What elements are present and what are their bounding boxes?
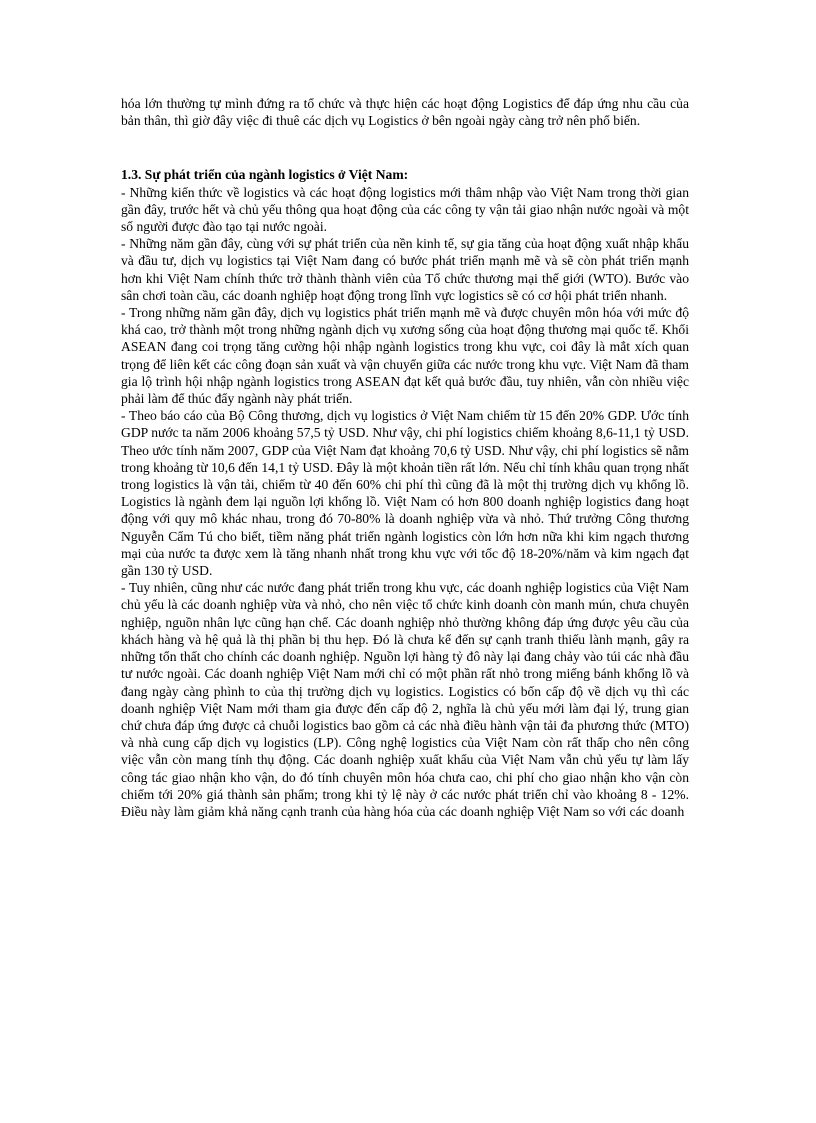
section-spacer bbox=[121, 129, 689, 166]
page-content bbox=[121, 95, 689, 820]
intro-paragraph: hóa lớn thường tự mình đứng ra tổ chức và thực hiện các hoạt động Logistics để đáp ứng nhu cầu của bản thân, thì giờ đây việc đi thuê các dịch vụ Logistics ở bên ngoài ngày càng trở nên phổ biến. bbox=[121, 96, 689, 129]
body-paragraph: - Tuy nhiên, cũng như các nước đang phát triển trong khu vực, các doanh nghiệp logistics của Việt Nam chủ yếu là các doanh nghiệp vừa và nhỏ, cho nên việc tổ chức kinh doanh còn manh mún, chưa chuyên nghiệp, nguồn nhân lực cũng hạn chế. Các doanh nghiệp nhỏ thường không đáp ứng được yêu cầu của khách hàng và hệ quả là thị phần bị thu hẹp. Đó là chưa kể đến sự cạnh tranh thiếu lành mạnh, gây ra những tổn thất cho chính các doanh nghiệp. Nguồn lợi hàng tỷ đô này lại đang chảy vào túi các nhà đầu tư nước ngoài. Các doanh nghiệp Việt Nam mới chỉ có một phần rất nhỏ trong miếng bánh khổng lồ và đang ngày càng phình to của thị trường dịch vụ logistics. Logistics có bốn cấp độ về dịch vụ thì các doanh nghiệp Việt Nam mới tham gia được đến cấp độ 2, nghĩa là chủ yếu mới làm đại lý, trung gian chứ chưa đáp ứng được cả chuỗi logistics bao gồm cả các nhà điều hành vận tải đa phương thức (MTO) và nhà cung cấp dịch vụ logistics (LP). Công nghệ logistics của Việt Nam còn rất thấp cho nên công việc vẫn còn mang tính thụ động. Các doanh nghiệp xuất khẩu của Việt Nam vẫn chủ yếu tự làm lấy công tác giao nhận kho vận, do đó tính chuyên môn hóa chưa cao, chi phí cho giao nhận kho vận còn chiếm tới 20% giá thành sản phẩm; trong khi tỷ lệ này ở các nước phát triển chỉ vào khoảng 8 - 12%. Điều này làm giảm khả năng cạnh tranh của hàng hóa của các doanh nghiệp Việt Nam so với các doanh bbox=[121, 580, 689, 819]
body-paragraph: - Những kiến thức về logistics và các hoạt động logistics mới thâm nhập vào Việt Nam trong thời gian gần đây, trước hết và chủ yếu thông qua hoạt động của các công ty vận tải giao nhận nước ngoài và một số người được đào tạo tại nước ngoài. bbox=[121, 184, 689, 235]
body-paragraph: - Những năm gần đây, cùng với sự phát triển của nền kinh tế, sự gia tăng của hoạt động xuất nhập khẩu và đầu tư, dịch vụ logistics tại Việt Nam đang có bước phát triển mạnh mẽ và sẽ còn phát triển mạnh hơn khi Việt Nam chính thức trở thành thành viên của Tổ chức thương mại thế giới (WTO). Bước vào sân chơi toàn cầu, các doanh nghiệp hoạt động trong lĩnh vực logistics sẽ có cơ hội phát triển nhanh. bbox=[121, 236, 689, 303]
section-heading: 1.3. Sự phát triển của ngành logistics ở Việt Nam: bbox=[121, 167, 409, 183]
body-paragraph: - Theo báo cáo của Bộ Công thương, dịch vụ logistics ở Việt Nam chiếm từ 15 đến 20% GDP. Ước tính GDP nước ta năm 2006 khoảng 57,5 tỷ USD. Như vậy, chi phí logistics chiếm khoảng 8,6-11,1 tỷ USD. Theo ước tính năm 2007, GDP của Việt Nam đạt khoảng 70,6 tỷ USD. Như vậy, chi phí logistics sẽ nằm trong khoảng từ 10,6 đến 14,1 tỷ USD. Đây là một khoản tiền rất lớn. Nếu chỉ tính khâu quan trọng nhất trong logistics là vận tải, chiếm từ 40 đến 60% chi phí thì cũng đã là một thị trường dịch vụ khổng lồ. Logistics là ngành đem lại nguồn lợi khổng lồ. Việt Nam có hơn 800 doanh nghiệp logistics đang hoạt động với quy mô khác nhau, trong đó 70-80% là doanh nghiệp vừa và nhỏ. Thứ trưởng Công thương Nguyễn Cẩm Tú cho biết, tiềm năng phát triển ngành logistics còn lớn hơn nữa khi kim ngạch thương mại của nước ta được xem là tăng nhanh nhất trong khu vực với tốc độ 18-20%/năm và kim ngạch đạt gần 130 tỷ USD. bbox=[121, 408, 689, 579]
body-paragraph: - Trong những năm gần đây, dịch vụ logistics phát triển mạnh mẽ và được chuyên môn hóa với mức độ khá cao, trở thành một trong những ngành dịch vụ xương sống của hoạt động thương mại quốc tế. Khối ASEAN đang coi trọng tăng cường hội nhập ngành logistics trong khu vực, coi đây là mắt xích quan trọng để liên kết các công đoạn sản xuất và vận chuyển giữa các nước trong khu vực. Việt Nam đã tham gia lộ trình hội nhập ngành logistics trong ASEAN đạt kết quả bước đầu, tuy nhiên, vẫn còn nhiều việc phải làm để thúc đẩy ngành này phát triển. bbox=[121, 305, 689, 407]
